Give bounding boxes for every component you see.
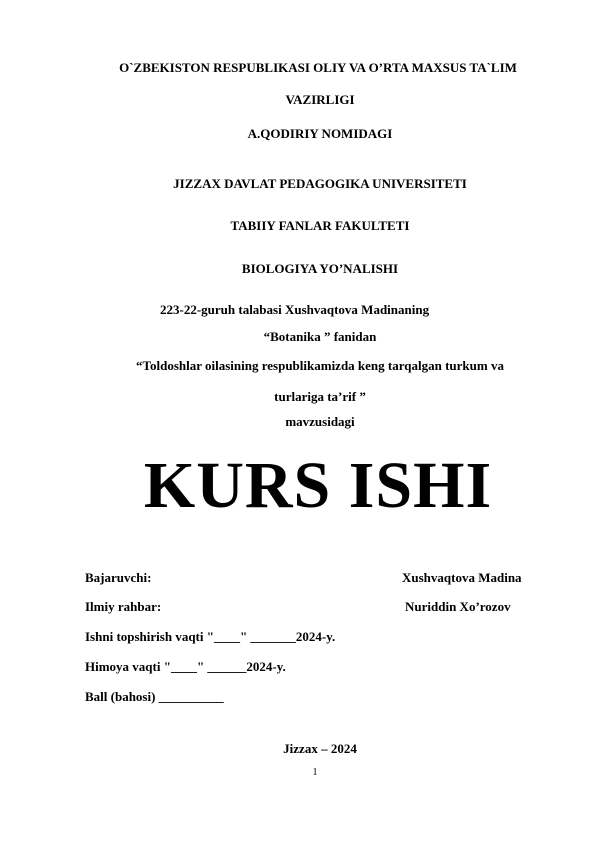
student-line: 223-22-guruh talabasi Xushvaqtova Madinaning — [160, 302, 430, 317]
named-after: A.QODIRIY NOMIDAGI — [247, 126, 393, 141]
topic-line-2: turlariga ta’rif ” — [274, 389, 366, 404]
performer-value: Xushvaqtova Madina — [402, 570, 522, 585]
subject-line: “Botanika ” fanidan — [263, 329, 377, 344]
performer-label: Bajaruvchi: — [85, 570, 152, 585]
defense-date-line: Himoya vaqti "____" ______2024-y. — [85, 659, 286, 674]
document-type-title: KURS ISHI — [143, 449, 493, 522]
faculty-name: TABIIY FANLAR FAKULTETI — [230, 218, 410, 233]
ministry-line-1: O`ZBEKISTON RESPUBLIKASI OLIY VA O’RTA MAXSUS TA`LIM — [119, 60, 517, 75]
supervisor-label: Ilmiy rahbar: — [85, 599, 162, 614]
submission-date-line: Ishni topshirish vaqti "____" _______2024-y. — [85, 629, 336, 644]
supervisor-value: Nuriddin Xo’rozov — [405, 599, 511, 614]
topic-line-1: “Toldoshlar oilasining respublikamizda keng tarqalgan turkum va — [136, 358, 504, 373]
topic-suffix: mavzusidagi — [285, 414, 355, 429]
university-name: JIZZAX DAVLAT PEDAGOGIKA UNIVERSITETI — [173, 176, 467, 191]
ministry-line-2: VAZIRLIGI — [285, 92, 355, 107]
page-number: 1 — [312, 767, 318, 778]
grade-line: Ball (bahosi) __________ — [85, 689, 224, 704]
city-year: Jizzax – 2024 — [283, 741, 357, 756]
direction-name: BIOLOGIYA YO’NALISHI — [241, 261, 399, 276]
